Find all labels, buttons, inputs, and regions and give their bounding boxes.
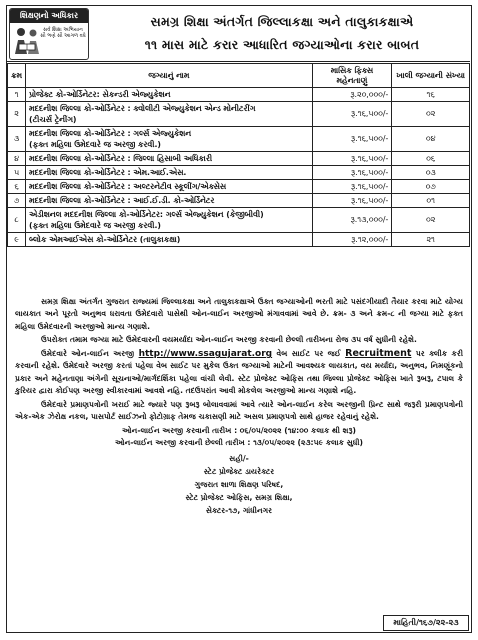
application-dates (15, 425, 463, 450)
title-line-1: સમગ્ર શિક્ષા અંતર્ગત જિલ્લાકક્ષા અને તાલુકાકક્ષાએ (150, 14, 414, 29)
row-salary: રૂ.૧૬,૫૦૦/- (312, 127, 392, 152)
logo-title: શિક્ષણનો અધિકાર (10, 9, 88, 23)
apply-text-end: પર ક્લીક કરી કરવાની રહેશે. ઉમેદવારે અરજી કરતાં પહેલા વેબ સાઈટ પર મુકેલ ઉક્ત જગ્યાઓ માટેની આવશ્યક લાયકાત, વય મર્યાદા, અનુભવ, નિમણૂંકનો પ્રકાર અને મહેનતાણા અંગેની સૂચનાઓ/માર્ગદર્શિકા પહેલા વાંચી લેવી. સ્ટેટ પ્રોજેક્ટ ઓફિસ તથા જિલ્લા પ્રોજેક્ટ ઓફિસ ખાતે રૂબરૂ, ટપાલ કે કુરિયર દ્વારા કોઈપણ અરજી સ્વીકારવામાં આવશે નહિ. તદઉપરાંત આવી મોકલેલ અરજીઓ માન્ય ગણાશે નહિ. (15, 349, 463, 396)
post-name-line: મદદનીશ જિલ્લા કો-ઓર્ડિનેટર : એમ.આઈ.એસ. (29, 167, 187, 177)
row-serial: ૯ (8, 233, 26, 247)
row-vacancy: ૧૬ (392, 88, 470, 102)
signature-office: સ્ટેટ પ્રોજેક્ટ ઓફિસ, સમગ્ર શિક્ષા, (185, 492, 293, 502)
row-serial: ૨ (8, 102, 26, 127)
post-name-line: મદદનીશ જિલ્લા કો-ઓર્ડિનેટર : આઈ.ઈ.ડી. કો-ઓર્ડિનેટર (29, 195, 215, 205)
row-serial: ૧ (8, 88, 26, 102)
row-post-name (26, 127, 313, 152)
row-vacancy: ૦૪ (392, 127, 470, 152)
row-serial: ૬ (8, 180, 26, 194)
paragraph-age-limit: ઉપરોક્ત તમામ જગ્યા માટે ઉમેદવારની વયમર્યાદા ઓન-લાઈન અરજી કરવાની છેલ્લી તારીખના રોજ ૩૫ વર્ષ સુધીની રહેશે. (41, 335, 417, 345)
post-name-line: એડીશનલ મદદનીશ જિલ્લા કો-ઓર્ડિનેટર: ગર્લ્સ એજ્યુકેશન (કેજીબીવી) (29, 209, 264, 219)
row-post-name (26, 102, 313, 127)
notice-body (15, 296, 463, 517)
posts-table (7, 63, 470, 247)
row-vacancy: ૦૨ (392, 208, 470, 233)
signature-block (15, 452, 463, 517)
row-post-name (26, 233, 313, 247)
logo-tagline: સર્વ શિક્ષા અભિયાન સૌ ભણે સૌ આગળ વધે (40, 27, 86, 39)
post-name-line: બ્લોક એમઆઈએસ કો-ઓર્ડિનેટર (તાલુકાકક્ષા) (29, 234, 181, 244)
post-name-line: પ્રોજેક્ટ કો-ઓર્ડિનેટર: સેકન્ડરી એજ્યુકેશન (29, 89, 171, 99)
post-name-line: મદદનીશ જિલ્લા કો-ઓર્ડિનેટર : ક્વોલીટી એજ્યુકેશન એન્ડ મોનીટરીંગ (29, 103, 256, 113)
advertisement-page (6, 5, 472, 633)
signature-address: સેક્ટર-૧૭, ગાંધીનગર (205, 505, 273, 515)
header-vacancy: ખાલી જગ્યાની સંખ્યા (392, 64, 470, 88)
title-block (99, 10, 465, 56)
header-post-name: જગ્યાનું નામ (26, 64, 313, 88)
table-row (8, 152, 470, 166)
row-post-name (26, 152, 313, 166)
apply-text-start: ઉમેદવારે ઓન-લાઈન અરજી (41, 349, 135, 359)
signature-sd: સહી/- (229, 453, 249, 463)
row-post-name (26, 208, 313, 233)
row-vacancy: ૦૩ (392, 166, 470, 180)
row-vacancy: ૨૧ (392, 233, 470, 247)
table-row (8, 88, 470, 102)
row-serial: ૪ (8, 152, 26, 166)
signature-designation: સ્ટેટ પ્રોજેક્ટ ડાયરેક્ટર (203, 466, 275, 476)
table-row (8, 102, 470, 127)
post-name-note: (ફક્ત મહિલા ઉમેદવારે જ અરજી કરવી.) (29, 140, 161, 149)
post-name-note: (ફક્ત મહિલા ઉમેદવારે જ અરજી કરવી.) (29, 221, 161, 230)
row-serial: ૩ (8, 127, 26, 152)
post-name-line: મદદનીશ જિલ્લા કો-ઓર્ડિનેટર : અલ્ટરનેટીવ સ્કૂલીંગ/એક્સેસ (29, 181, 227, 191)
header-salary: માસિક ફિક્સ મહેનતાણું (312, 64, 392, 88)
row-salary: રૂ.૧૬,૫૦૦/- (312, 166, 392, 180)
recruitment-link[interactable]: Recruitment (345, 348, 412, 360)
row-serial: ૭ (8, 194, 26, 208)
header (7, 6, 470, 62)
row-serial: ૫ (8, 166, 26, 180)
row-salary: રૂ.૨૦,૦૦૦/- (312, 88, 392, 102)
row-salary: રૂ.૧૬,૫૦૦/- (312, 194, 392, 208)
reference-number: માહિતી/૧૬૭/૨૨-૨૩ (383, 615, 469, 631)
row-vacancy: ૦૧ (392, 194, 470, 208)
row-salary: રૂ.૧૨,૦૦૦/- (312, 233, 392, 247)
row-serial: ૮ (8, 208, 26, 233)
paragraph-apply-online (15, 348, 463, 397)
table-row (8, 233, 470, 247)
row-vacancy: ૦૬ (392, 152, 470, 166)
row-post-name (26, 88, 313, 102)
row-salary: રૂ.૧૬,૫૦૦/- (312, 180, 392, 194)
table-row (8, 127, 470, 152)
row-vacancy: ૦૭ (392, 180, 470, 194)
title-line-2: ૧૧ માસ માટે કરાર આધારિત જગ્યાઓના કરાર બાબત (144, 37, 420, 52)
post-name-line: મદદનીશ જિલ્લા કો-ઓર્ડિનેટર : જિલ્લા હિસાબી અધિકારી (29, 153, 213, 163)
table-row (8, 180, 470, 194)
application-start-date: ઓન-લાઈન અરજી કરવાની તારીખ : ૦૬/૦૫/૨૦૨૨ (૧૪:૦૦ કલાક થી શરૂ) (122, 425, 356, 435)
paragraph-verification: ઉમેદવારે પ્રમાણપત્રોની ખરાઈ માટે જ્યારે પણ રૂબરૂ બોલાવવામાં આવે ત્યારે ઓન-લાઈન કરેલ અરજીની પ્રિન્ટ સાથે જરૂરી પ્રમાણપત્રોની એક-એક ઝેરોક્ષ નકલ, પાસપોર્ટ સાઈઝનો ફોટોગ્રાફ તેમજ ચકાસણી માટે અસલ પ્રમાણપત્રો સાથે હાજર રહેવાનું રહેશે. (15, 399, 463, 422)
children-reading-icon (12, 24, 42, 59)
application-end-date: ઓન-લાઈન અરજી કરવાની છેલ્લી તારીખ : ૧૩/૦૫/૨૦૨૨ (૨૩:૫૯ કલાક સુધી) (114, 438, 364, 448)
paragraph-eligibility: સમગ્ર શિક્ષા અંતર્ગત ગુજરાત રાજ્યમાં જિલ્લાકક્ષા અને તાલુકાકક્ષાએ ઉક્ત જગ્યાઓની ભરતી માટે પસંદગીયાદી તૈયાર કરવા માટે યોગ્ય લાયકાત અને પૂરતો અનુભવ ધરાવતા ઉમેદવારો પાસેથી ઓન-લાઈન અરજીઓ મંગાવવામાં આવે છે. ક્રમ- ૩ અને ક્રમ-૮ ની જગ્યા માટે ફક્ત મહિલા ઉમેદવારની અરજીઓ માન્ય ગણાશે. (15, 297, 463, 331)
website-link[interactable]: http://www.ssagujarat.org (138, 349, 273, 360)
post-name-line: મદદનીશ જિલ્લા કો-ઓર્ડિનેટર : ગર્લ્સ એજ્યુકેશન (29, 128, 192, 138)
signature-org: ગુજરાત શાળા શિક્ષણ પરિષદ, (194, 479, 284, 489)
table-row (8, 194, 470, 208)
row-post-name (26, 166, 313, 180)
table-row (8, 166, 470, 180)
row-vacancy: ૦૨ (392, 102, 470, 127)
row-post-name (26, 180, 313, 194)
table-header-row (8, 64, 470, 88)
header-serial: ક્રમ (8, 64, 26, 88)
row-post-name (26, 194, 313, 208)
apply-text-mid: વેબ સાઈટ પર જઈ (276, 349, 341, 359)
row-salary: રૂ.૧૩,૦૦૦/- (312, 208, 392, 233)
post-name-note: (ટીચર્સ ટ્રેનીંગ) (29, 115, 77, 124)
row-salary: રૂ.૧૬,૫૦૦/- (312, 102, 392, 127)
table-row (8, 208, 470, 233)
row-salary: રૂ.૧૬,૫૦૦/- (312, 152, 392, 166)
logo (9, 8, 89, 60)
